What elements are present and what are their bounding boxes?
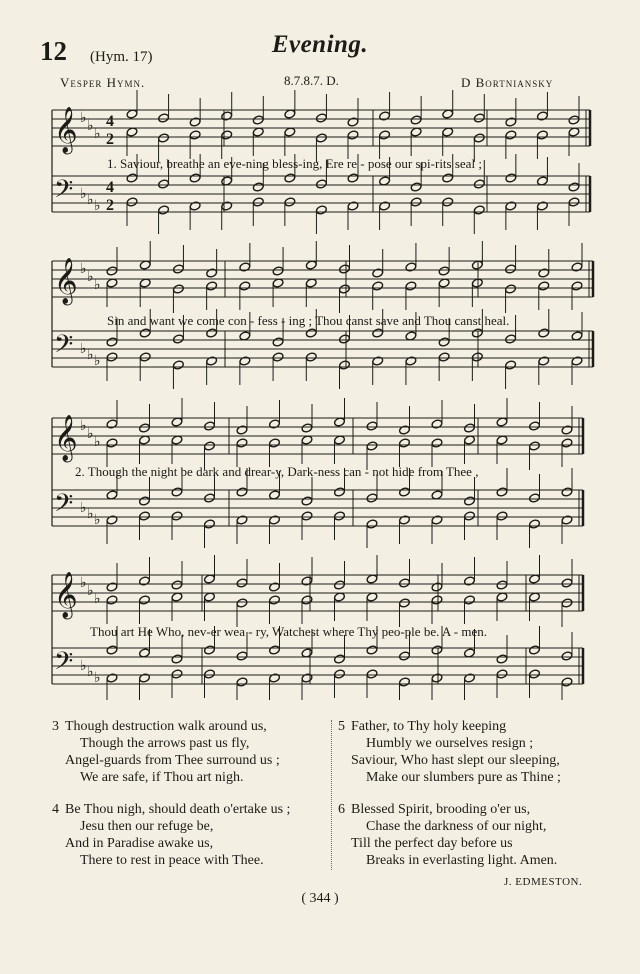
svg-text:♭: ♭ bbox=[94, 198, 101, 214]
hymn-title: Evening. bbox=[271, 31, 369, 58]
verse-number: 6 bbox=[338, 802, 345, 817]
svg-text:♭: ♭ bbox=[87, 664, 94, 680]
verse-line: Breaks in everlasting light. Amen. bbox=[366, 853, 558, 868]
svg-text:♭: ♭ bbox=[94, 670, 101, 686]
author: J. EDMESTON. bbox=[504, 876, 583, 888]
verse-line: Humbly we ourselves resign ; bbox=[366, 736, 534, 751]
svg-text:♭: ♭ bbox=[87, 583, 94, 599]
svg-text:2: 2 bbox=[106, 197, 114, 214]
svg-text:♭: ♭ bbox=[94, 353, 101, 369]
lyric-line-1: 1. Saviour, breathe an eve-ning bless-ing, Ere re - pose our spi-rits seal ; bbox=[107, 156, 482, 171]
svg-text:𝄢: 𝄢 bbox=[54, 647, 74, 682]
svg-text:𝄞: 𝄞 bbox=[54, 415, 78, 461]
svg-text:𝄞: 𝄞 bbox=[54, 572, 78, 618]
verse-line: We are safe, if Thou art nigh. bbox=[80, 770, 244, 785]
verse-line: Though the arrows past us fly, bbox=[80, 736, 250, 751]
svg-text:♭: ♭ bbox=[94, 434, 101, 450]
hymn-reference: (Hym. 17) bbox=[90, 49, 153, 65]
svg-text:♭: ♭ bbox=[80, 110, 87, 126]
svg-text:𝄢: 𝄢 bbox=[54, 330, 74, 365]
svg-text:𝄢: 𝄢 bbox=[54, 175, 74, 210]
verse-line: Jesu then our refuge be, bbox=[80, 819, 214, 834]
svg-text:♭: ♭ bbox=[80, 658, 87, 674]
svg-text:♭: ♭ bbox=[80, 500, 87, 516]
svg-text:♭: ♭ bbox=[87, 192, 94, 208]
meter: 8.7.8.7. D. bbox=[284, 73, 339, 88]
lyric-line-3: 2. Though the night be dark and drear-y, Dark-ness can - not hide from Thee , bbox=[75, 464, 479, 479]
svg-text:♭: ♭ bbox=[80, 186, 87, 202]
verse-line: Be Thou nigh, should death o'ertake us ; bbox=[65, 802, 291, 817]
tune-name: Vesper Hymn. bbox=[60, 75, 146, 90]
svg-text:♭: ♭ bbox=[80, 341, 87, 357]
verse-number: 5 bbox=[338, 719, 345, 734]
svg-text:𝄞: 𝄞 bbox=[54, 107, 78, 153]
svg-text:4: 4 bbox=[106, 179, 114, 196]
lyric-line-4: Thou art He Who, nev-er wea - ry, Watchest where Thy peo-ple be. A - men. bbox=[90, 624, 488, 639]
svg-text:♭: ♭ bbox=[94, 126, 101, 142]
svg-text:♭: ♭ bbox=[94, 277, 101, 293]
verse-line: There to rest in peace with Thee. bbox=[80, 853, 264, 868]
page-number: ( 344 ) bbox=[301, 891, 339, 906]
svg-text:𝄞: 𝄞 bbox=[54, 258, 78, 304]
svg-text:♭: ♭ bbox=[80, 418, 87, 434]
verse-line: Angel-guards from Thee surround us ; bbox=[65, 753, 280, 768]
verse-number: 4 bbox=[52, 802, 59, 817]
svg-text:♭: ♭ bbox=[87, 426, 94, 442]
verse-line: Saviour, Who hast slept our sleeping, bbox=[351, 753, 560, 768]
lyric-line-2: Sin and want we come con - fess - ing ; Thou canst save and Thou canst heal. bbox=[107, 313, 510, 328]
verse-line: Chase the darkness of our night, bbox=[366, 819, 547, 834]
svg-text:2: 2 bbox=[106, 131, 114, 148]
svg-text:𝄢: 𝄢 bbox=[54, 489, 74, 524]
verse-line: And in Paradise awake us, bbox=[65, 836, 214, 851]
verse-line: Father, to Thy holy keeping bbox=[351, 719, 507, 734]
svg-text:♭: ♭ bbox=[80, 575, 87, 591]
svg-text:♭: ♭ bbox=[87, 118, 94, 134]
svg-text:4: 4 bbox=[106, 113, 114, 130]
verse-line: Though destruction walk around us, bbox=[65, 719, 267, 734]
hymn-number: 12 bbox=[40, 36, 67, 66]
composer: D Bortniansky bbox=[461, 75, 554, 90]
svg-text:♭: ♭ bbox=[94, 512, 101, 528]
verse-number: 3 bbox=[52, 719, 59, 734]
svg-text:♭: ♭ bbox=[87, 269, 94, 285]
svg-text:♭: ♭ bbox=[80, 261, 87, 277]
verse-line: Make our slumbers pure as Thine ; bbox=[366, 770, 561, 785]
svg-text:♭: ♭ bbox=[87, 347, 94, 363]
svg-text:♭: ♭ bbox=[94, 591, 101, 607]
verse-line: Till the perfect day before us bbox=[351, 836, 513, 851]
verse-column-divider bbox=[331, 720, 333, 870]
verse-line: Blessed Spirit, brooding o'er us, bbox=[351, 802, 531, 817]
svg-text:♭: ♭ bbox=[87, 506, 94, 522]
